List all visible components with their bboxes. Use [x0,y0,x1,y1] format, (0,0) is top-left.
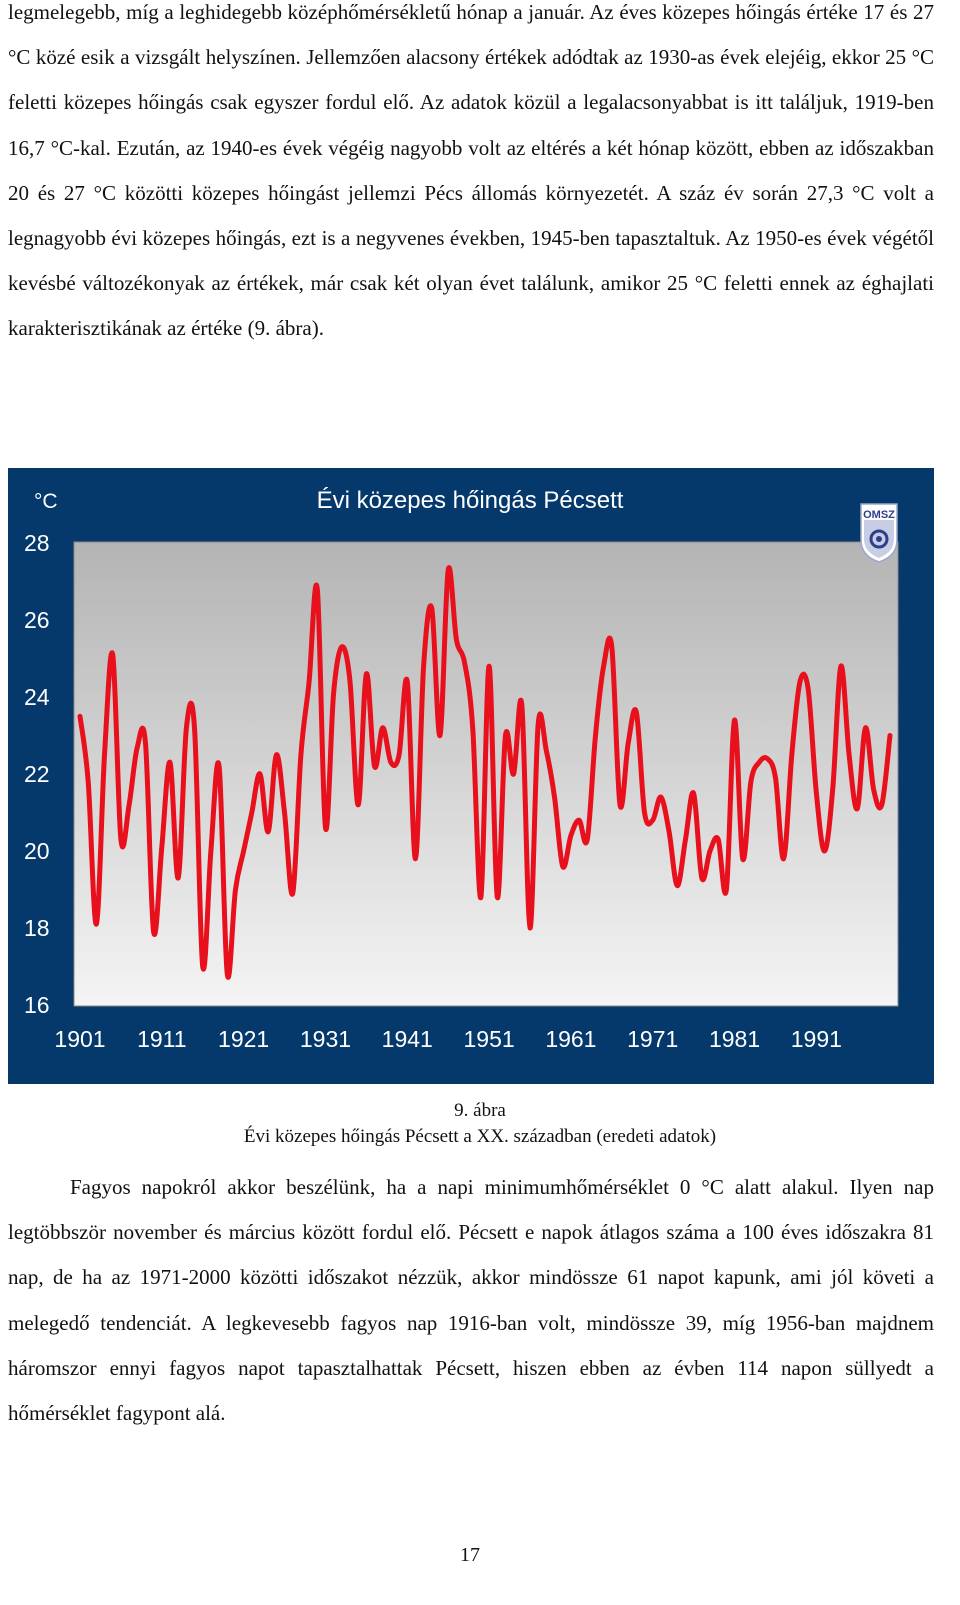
x-tick-label: 1901 [54,1026,106,1052]
x-tick-label: 1931 [299,1026,352,1052]
x-tick-label: 1971 [627,1026,679,1052]
x-tick-label: 1961 [545,1026,597,1052]
y-tick-label: 24 [24,684,50,710]
figure-number: 9. ábra [454,1100,506,1121]
y-tick-label: 22 [24,761,50,787]
omsz-logo [861,504,897,562]
x-tick-label: 1981 [708,1026,761,1052]
x-tick-label: 1911 [137,1026,187,1052]
y-tick-label: 26 [24,607,50,633]
y-tick-label: 28 [24,530,50,556]
y-tick-label: 18 [24,915,50,941]
x-tick-label: 1951 [463,1026,515,1052]
x-tick-label: 1941 [381,1026,433,1052]
y-axis-unit-label: °C [34,490,58,513]
intro-paragraph: legmelegebb, míg a leghidegebb középhőmérsékletű hónap a január. Az éves közepes hőingás értéke 17 és 27 °C közé esik a vizsgált helyszínen. Jellemzően alacsony értékek adódtak az 1930-as évek elejéig, ekkor 25 °C feletti közepes hőingás csak egyszer fordul elő. Az adatok közül a legalacsonyabbat is itt találjuk, 1919-ben 16,7 °C-kal. Ezután, az 1940-es évek végéig nagyobb volt az eltérés a két hónap között, ebben az időszakban 20 és 27 °C közötti közepes hőingást jellemzi Pécs állomás környezetét. A száz év során 27,3 °C volt a legnagyobb évi közepes hőingás, ezt is a negyvenes években, 1945-ben tapasztaltuk. Az 1950-es évek végétől kevésbé változékonyak az értékek, már csak két olyan évet találunk, amikor 25 °C feletti ennek az éghajlati karakterisztikának az értéke (9. ábra). [8,0,934,341]
x-tick-label: 1991 [790,1026,842,1052]
frost-paragraph: Fagyos napokról akkor beszélünk, ha a napi minimumhőmérséklet 0 °C alatt alakul. Ilyen nap legtöbbször november és március között fordul elő. Pécsett e napok átlagos száma a 100 éves időszakra 81 nap, de ha az 1971-2000 közötti időszakot nézzük, akkor mindössze 61 napot kapunk, ami jól követi a melegedő tendenciát. A legkevesebb fagyos nap 1916-ban volt, mindössze 39, míg 1956-ban majdnem háromszor ennyi fagyos napot tapasztalhattak Pécsett, hiszen ebben az évben 114 napon süllyedt a hőmérséklet fagypont alá. [8,1175,934,1426]
x-tick-label: 1921 [218,1026,270,1052]
y-axis-ticks [24,530,50,1018]
figure-caption: Évi közepes hőingás Pécsett a XX. században (eredeti adatok) [243,1126,717,1147]
logo-text: OMSZ [863,509,895,521]
x-axis-ticks [54,1026,842,1052]
line-chart [8,468,934,1084]
chart-panel [8,468,934,1084]
chart-title: Évi közepes hőingás Pécsett [316,487,624,514]
y-tick-label: 20 [24,838,50,864]
y-tick-label: 16 [24,992,50,1018]
logo-swirl-center [876,536,882,542]
page-number: 17 [460,1544,480,1566]
